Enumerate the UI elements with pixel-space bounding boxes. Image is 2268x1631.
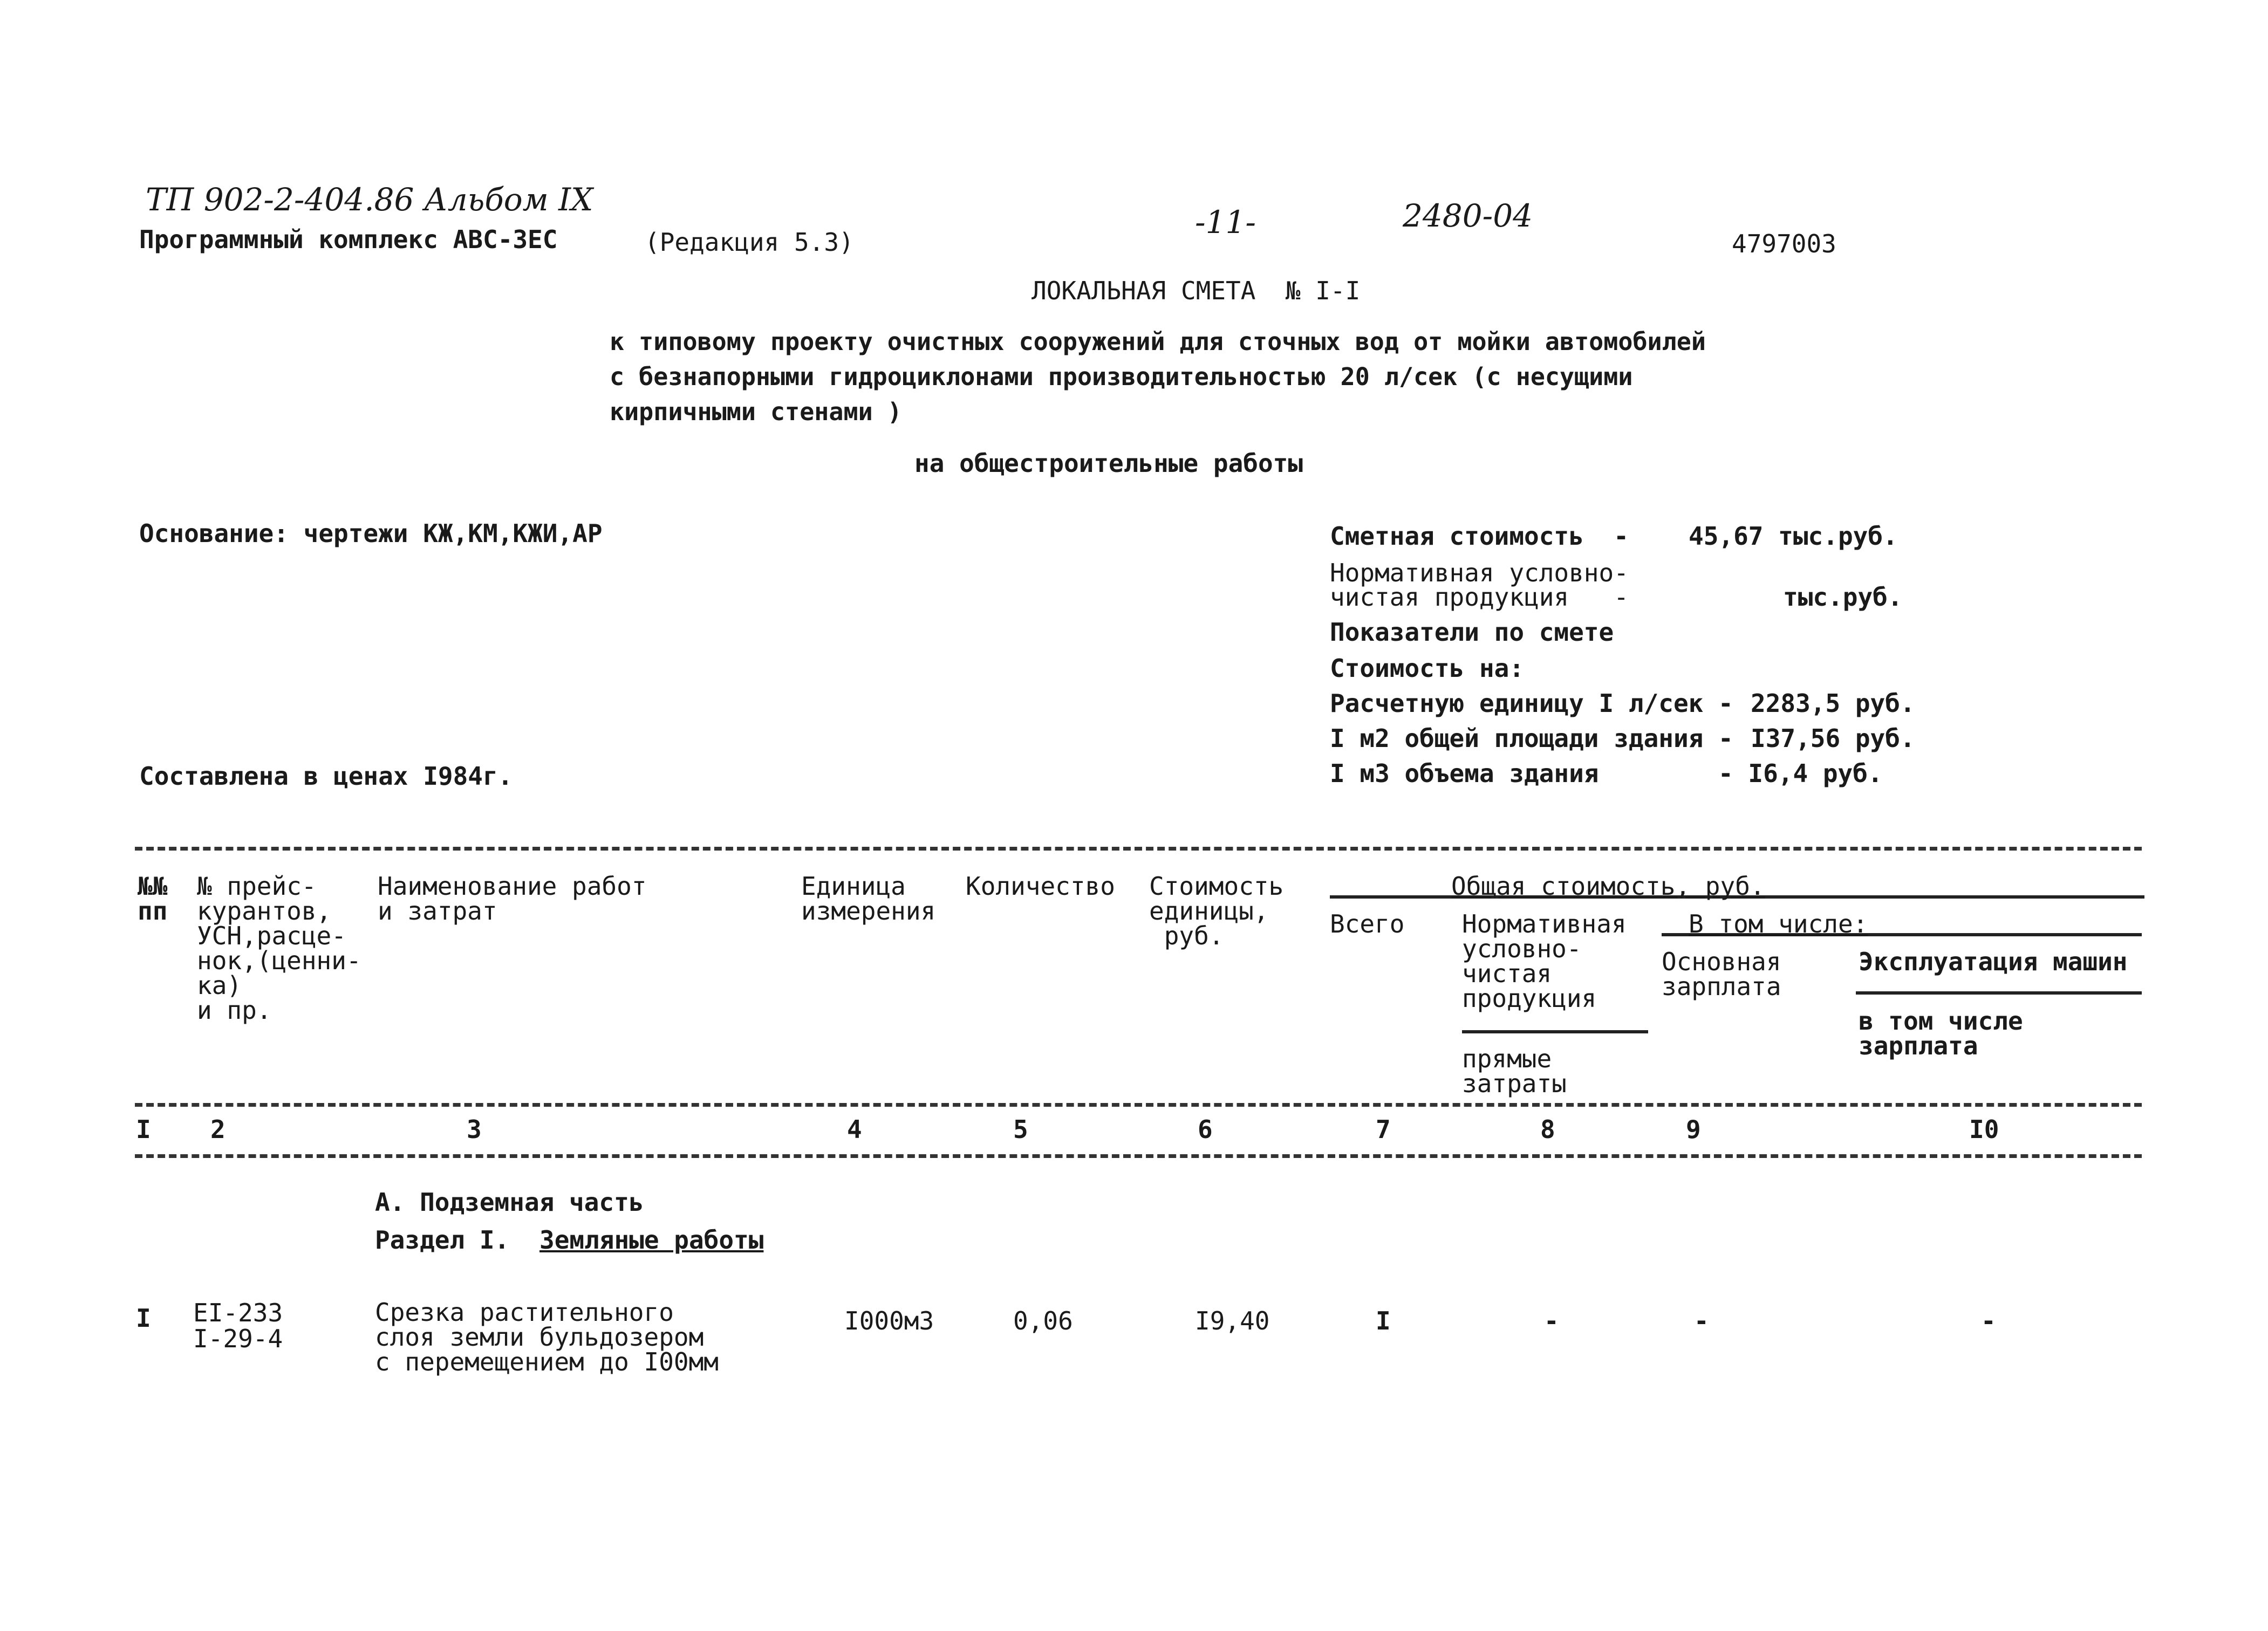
numbers-bottom-rule (135, 1154, 2142, 1158)
unit-cost-label: Расчетную единицу I л/сек - (1330, 689, 1733, 718)
handwritten-album-ref: ТП 902-2-404.86 Альбом IX (146, 181, 593, 218)
estimated-cost-label: Сметная стоимость - (1330, 522, 1629, 551)
unit-cost-value: 2283,5 руб. (1751, 689, 1915, 718)
row-total: I (1376, 1306, 1391, 1335)
basis-text: Основание: чертежи КЖ,КМ,КЖИ,АР (139, 519, 603, 548)
indicators-label: Показатели по смете (1330, 618, 1614, 647)
header-bottom-rule (135, 1103, 2142, 1107)
row-salary: - (1694, 1306, 1709, 1335)
table-top-rule (135, 847, 2142, 851)
col-machines-header: Эксплуатация машин (1859, 947, 2128, 976)
row-unit: I000м3 (844, 1306, 934, 1335)
row-code: EI-233 I-29-4 (193, 1298, 283, 1354)
col-number-header: №№ пп (138, 872, 168, 926)
cost-per-label: Стоимость на: (1330, 654, 1525, 683)
col-num-8: 8 (1540, 1115, 1555, 1144)
col-work-name-header: Наименование работ и затрат (378, 872, 647, 926)
col-unit-cost-header: Стоимость единицы, руб. (1149, 872, 1284, 950)
program-name: Программный комплекс АВС-ЗЕС (139, 225, 558, 254)
row-normative: - (1544, 1306, 1559, 1335)
col-num-4: 4 (847, 1115, 862, 1144)
edition: (Редакция 5.3) (645, 228, 854, 257)
total-cost-group-header: Общая стоимость, руб. (1451, 872, 1765, 901)
col-unit-header: Единица измерения (801, 872, 936, 926)
col-num-10: I0 (1969, 1115, 1999, 1144)
document-title: ЛОКАЛЬНАЯ СМЕТА № I-I (1031, 276, 1361, 305)
col-num-5: 5 (1013, 1115, 1028, 1144)
machines-rule (1856, 991, 2142, 995)
col-machines-salary-header: в том числе зарплата (1859, 1006, 2023, 1060)
direct-costs-rule (1462, 1030, 1648, 1033)
including-group-header: В том числе: (1689, 909, 1868, 938)
col-num-9: 9 (1686, 1115, 1701, 1144)
col-pricelist-header: № прейс- курантов, УСН,расце- нок,(ценни- ка) и пр. (197, 872, 361, 1025)
row-machines: - (1981, 1306, 1996, 1335)
col-num-7: 7 (1376, 1115, 1391, 1144)
document-subtitle: на общестроительные работы (914, 449, 1303, 478)
title-line-1: к типовому проекту очистных сооружений для сточных вод от мойки автомобилей (610, 327, 1706, 356)
col-num-1: I (136, 1115, 151, 1144)
section-name: Земляные работы (539, 1225, 764, 1255)
area-cost-label: I м2 общей площади здания - (1330, 724, 1733, 753)
handwritten-code: 2480-04 (1403, 197, 1533, 234)
row-quantity: 0,06 (1013, 1306, 1073, 1335)
title-line-2: с безнапорными гидроциклонами производительностью 20 л/сек (с несущими (610, 362, 1633, 391)
section-a-title: А. Подземная часть (375, 1188, 644, 1217)
row-number: I (136, 1304, 151, 1333)
section-label: Раздел I. (375, 1225, 510, 1255)
col-salary-header: Основная зарплата (1662, 947, 1781, 1001)
col-normative-header: Нормативная условно- чистая продукция (1462, 909, 1627, 1013)
col-num-2: 2 (210, 1115, 226, 1144)
compiled-prices: Составлена в ценах I984г. (139, 762, 513, 791)
document-number: 4797003 (1732, 229, 1836, 258)
normative-label-2: чистая продукция - (1330, 582, 1629, 612)
volume-cost-label: I м3 объема здания (1330, 759, 1599, 788)
normative-value: тыс.руб. (1783, 582, 1903, 612)
row-work-name: Срезка растительного слоя земли бульдозером с перемещением до I00мм (375, 1298, 719, 1376)
estimated-cost-value: 45,67 тыс.руб. (1689, 522, 1898, 551)
col-direct-costs-header: прямые затраты (1462, 1044, 1567, 1098)
col-quantity-header: Количество (966, 872, 1115, 901)
volume-cost-value: - I6,4 руб. (1718, 759, 1883, 788)
normative-label-1: Нормативная условно- (1330, 558, 1629, 587)
col-num-3: 3 (467, 1115, 482, 1144)
col-num-6: 6 (1198, 1115, 1213, 1144)
col-total-header: Всего (1330, 909, 1405, 938)
page-number: -11- (1195, 204, 1256, 241)
row-unit-cost: I9,40 (1195, 1306, 1270, 1335)
area-cost-value: I37,56 руб. (1751, 724, 1915, 753)
title-line-3: кирпичными стенами ) (610, 398, 902, 426)
